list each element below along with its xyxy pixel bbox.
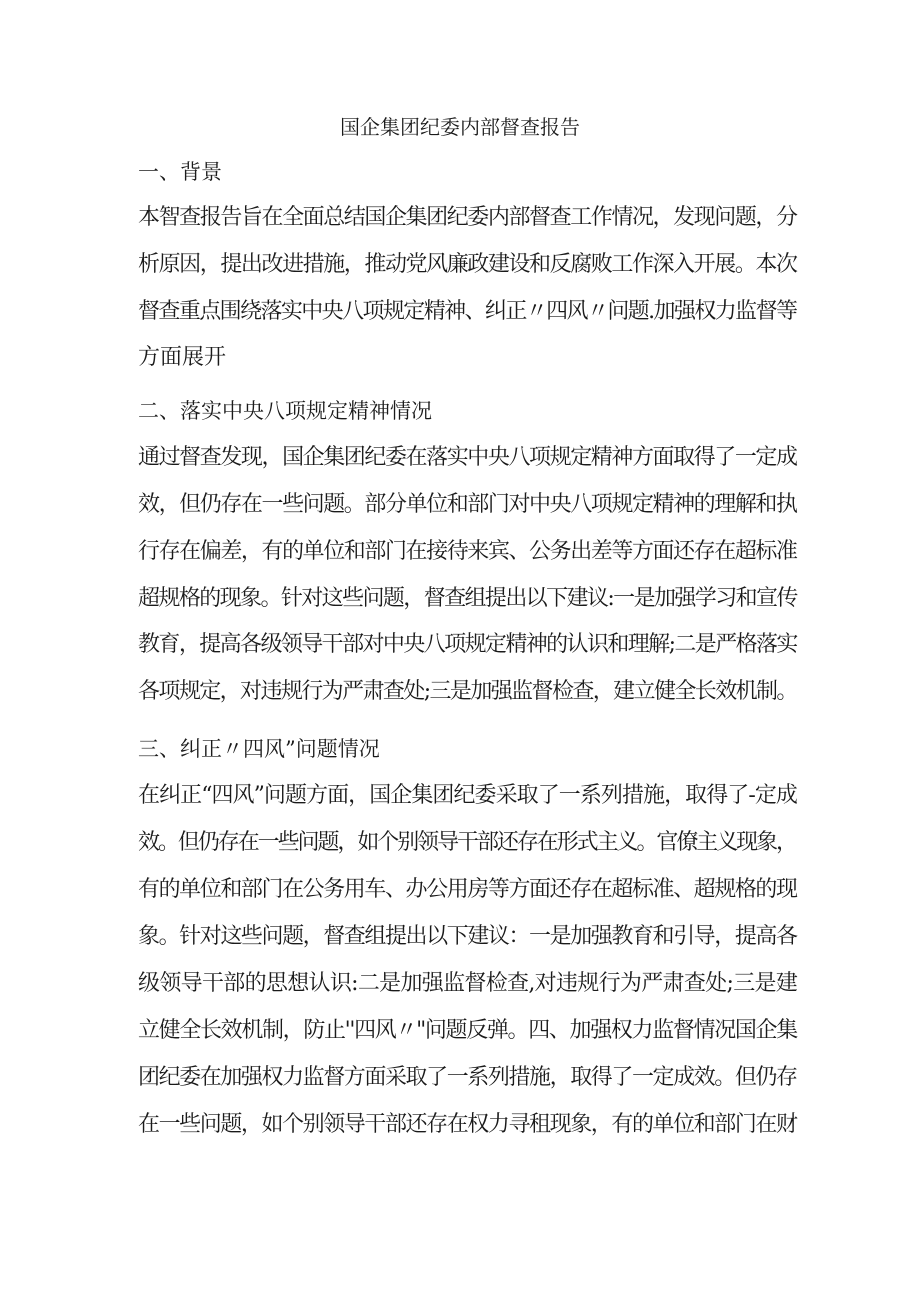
- paragraph-line: 效，但仍存在一些问题。部分单位和部门对中央八项规定精神的理解和执: [138, 492, 797, 517]
- paragraph-line: 级领导干部的思想认识:二是加强监督检查,对违规行为严肃查处;三是建: [138, 971, 798, 996]
- paragraph-line: 析原因，提出改进措施，推动党风廉政建设和反腐败工作深入开展。本次: [138, 252, 797, 277]
- section-heading-background: 一、背景: [138, 160, 222, 184]
- document-title: 国企集团纪委内部督查报告: [340, 115, 580, 139]
- paragraph-line: 在一些问题，如个别领导干部还存在权力寻租现象，有的单位和部门在财: [138, 1112, 797, 1137]
- paragraph-line: 超规格的现象。针对这些问题，督查组提出以下建议:一是加强学习和宣传: [138, 586, 797, 611]
- paragraph-line: 督查重点围绕落实中央八项规定精神、纠正〃四风〃问题.加强权力监督等: [138, 299, 797, 324]
- paragraph-line: 各项规定，对违规行为严肃查处;三是加强监督检查，建立健全长效机制。: [138, 679, 797, 704]
- paragraph-line: 方面展开: [138, 345, 227, 370]
- paragraph-line: 有的单位和部门在公务用车、办公用房等方面还存在超标准、超规格的现: [138, 877, 797, 902]
- paragraph-line: 在纠正“四风”问题方面，国企集团纪委采取了一系列措施，取得了-定成: [138, 783, 797, 808]
- paragraph-line: 本智查报告旨在全面总结国企集团纪委内部督查工作情况，发现问题，分: [138, 205, 797, 230]
- paragraph-line: 行存在偏差，有的单位和部门在接待来宾、公务出差等方面还存在超标准: [138, 539, 797, 564]
- paragraph-line: 团纪委在加强权力监督方面采取了一系列措施，取得了一定成效。但仍存: [138, 1065, 797, 1090]
- paragraph-line: 立健全长效机制，防止''四风〃"问题反弹。四、加强权力监督情况国企集: [138, 1018, 797, 1043]
- paragraph-line: 通过督查发现，国企集团纪委在落实中央八项规定精神方面取得了一定成: [138, 445, 797, 470]
- paragraph-line: 效。但仍存在一些问题，如个别领导干部还存在形式主义。官僚主义现象，: [138, 830, 796, 855]
- paragraph-line: 象。针对这些问题，督查组提出以下建议：一是加强教育和引导，提高各: [138, 924, 797, 949]
- section-heading-four-winds: 三、纠正〃四风”问题情况: [138, 737, 380, 761]
- section-heading-eight-regulations: 二、落实中央八项规定精神情况: [138, 399, 432, 423]
- paragraph-line: 教育，提高各级领导干部对中央八项规定精神的认识和理解;二是严格落实: [138, 632, 797, 657]
